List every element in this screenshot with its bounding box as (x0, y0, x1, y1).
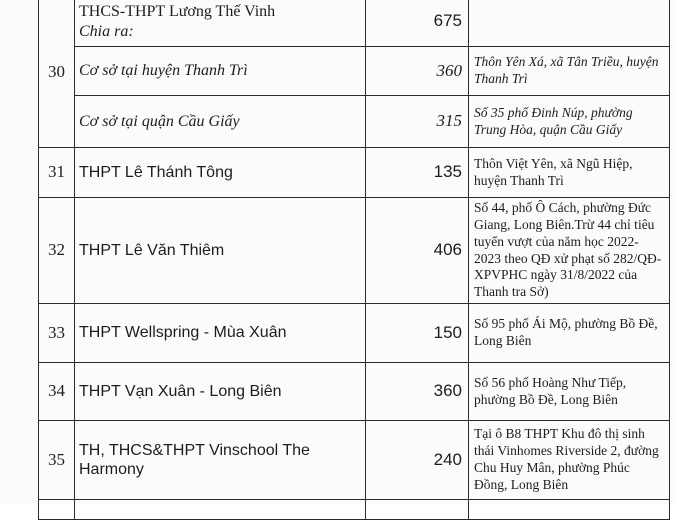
quota-count: 240 (366, 421, 469, 500)
school-name (75, 500, 366, 520)
quota-count: 135 (366, 148, 469, 198)
school-name: THCS-THPT Lương Thế Vinh (79, 3, 276, 21)
quota-count: 150 (366, 304, 469, 363)
school-name: THPT Wellspring - Mùa Xuân (75, 304, 366, 363)
table-row (39, 421, 670, 500)
address: Số 56 phố Hoàng Như Tiếp, phường Bồ Đề, Long Biên (469, 363, 670, 421)
row-number: 30 (39, 0, 75, 148)
address: Tại ô B8 THPT Khu đô thị sinh thái Vinhomes Riverside 2, đường Chu Huy Mân, phường Phúc Đồng, Long Biên (469, 421, 670, 500)
school-name-cell (75, 0, 366, 47)
table-row (39, 0, 670, 47)
row-number: 33 (39, 304, 75, 363)
address (469, 500, 670, 520)
table-row (39, 363, 670, 421)
school-name: THPT Lê Văn Thiêm (75, 198, 366, 304)
school-name: TH, THCS&THPT Vinschool The Harmony (75, 421, 366, 500)
row-number: 34 (39, 363, 75, 421)
row-number (39, 500, 75, 520)
school-name: THPT Lê Thánh Tông (75, 148, 366, 198)
quota-count: 360 (366, 47, 469, 96)
table-row (39, 500, 670, 520)
quota-count: 675 (366, 0, 469, 47)
table-row (39, 198, 670, 304)
address: Số 35 phố Đinh Núp, phường Trung Hòa, quận Cầu Giấy (469, 96, 670, 148)
quota-count (366, 500, 469, 520)
school-name: THPT Vạn Xuân - Long Biên (75, 363, 366, 421)
address: Thôn Yên Xá, xã Tân Triều, huyện Thanh Trì (469, 47, 670, 96)
table-row (39, 96, 670, 148)
table-row (39, 304, 670, 363)
row-number: 31 (39, 148, 75, 198)
row-number: 35 (39, 421, 75, 500)
address: Số 44, phố Ô Cách, phường Đức Giang, Long Biên.Trừ 44 chỉ tiêu tuyển vượt của năm học 2022-2023 theo QĐ xử phạt số 282/QĐ-XPVPHC ngày 31/8/2022 của Thanh tra Sở) (469, 198, 670, 304)
quota-count: 406 (366, 198, 469, 304)
row-number: 32 (39, 198, 75, 304)
breakdown-label: Chia ra: (79, 22, 134, 40)
quota-count: 315 (366, 96, 469, 148)
school-campus: Cơ sở tại huyện Thanh Trì (75, 47, 366, 96)
address: Thôn Việt Yên, xã Ngũ Hiệp, huyện Thanh Trì (469, 148, 670, 198)
address (469, 0, 670, 47)
quota-count: 360 (366, 363, 469, 421)
address: Số 95 phố Ái Mộ, phường Bồ Đề, Long Biên (469, 304, 670, 363)
school-campus: Cơ sở tại quận Cầu Giấy (75, 96, 366, 148)
table-row (39, 47, 670, 96)
table-row (39, 148, 670, 198)
school-quota-table (38, 0, 670, 520)
